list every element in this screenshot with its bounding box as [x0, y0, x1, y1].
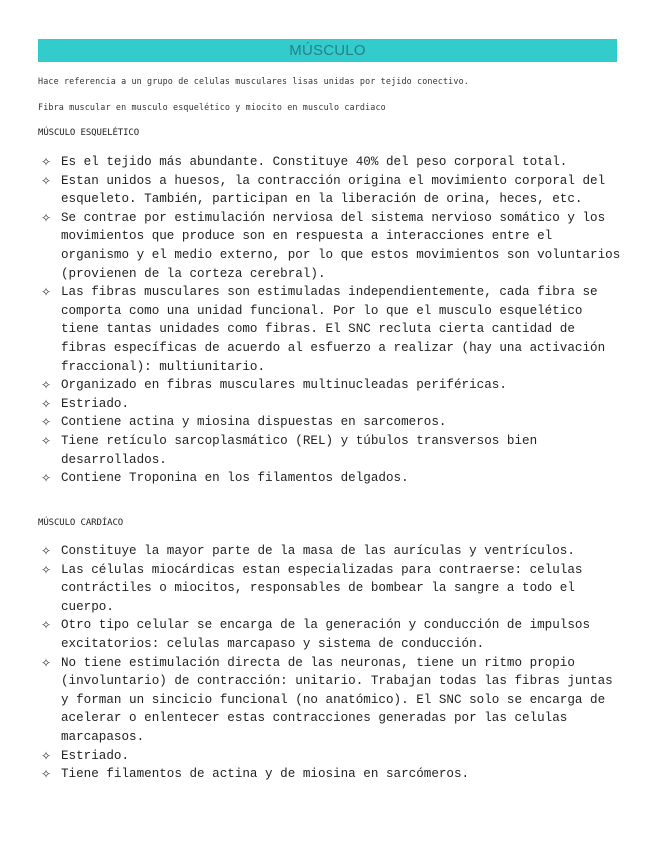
- diamond-star-bullet-icon: ✧: [41, 562, 52, 577]
- list-item-text: Estan unidos a huesos, la contracción origina el movimiento corporal del esqueleto. También, participan en la liberación de orina, heces, etc.: [61, 173, 606, 207]
- list-item: [38, 172, 623, 209]
- diamond-star-bullet-icon: ✧: [41, 378, 52, 393]
- list-item-text: Constituye la mayor parte de la masa de las aurículas y ventrículos.: [61, 544, 575, 558]
- list-item-text: Tiene filamentos de actina y de miosina en sarcómeros.: [61, 767, 470, 782]
- list-item: [38, 542, 623, 561]
- list-item: [38, 153, 623, 172]
- list-item: [38, 561, 623, 617]
- section-heading-cardiaco: MÚSCULO CARDÍACO: [38, 518, 124, 528]
- diamond-star-bullet-icon: ✧: [41, 471, 52, 486]
- list-item: [38, 469, 623, 488]
- list-item: [38, 283, 623, 376]
- list-item-text: Otro tipo celular se encarga de la generación y conducción de impulsos excitatorios: celulas marcapaso y sistema de conducción.: [61, 618, 591, 651]
- diamond-star-bullet-icon: ✧: [41, 655, 52, 670]
- diamond-star-bullet-icon: ✧: [41, 210, 52, 225]
- list-item: [38, 209, 623, 283]
- list-item-text: Tiene retículo sarcoplasmático (REL) y túbulos transversos bien desarrollados.: [61, 433, 538, 467]
- diamond-star-bullet-icon: ✧: [41, 544, 52, 558]
- diamond-star-bullet-icon: ✧: [41, 415, 52, 430]
- list-item: [38, 747, 623, 766]
- list-item-text: Contiene Troponina en los filamentos delgados.: [61, 471, 409, 486]
- list-item-text: Se contrae por estimulación nerviosa del sistema nervioso somático y los movimientos que produce son en respuesta a interacciones entre el organismo y el medio externo, por lo que estos movimientos son voluntarios (provienen de la corteza cerebral).: [61, 210, 621, 281]
- diamond-star-bullet-icon: ✧: [41, 285, 52, 300]
- list-item-text: Es el tejido más abundante. Constituye 40% del peso corporal total.: [61, 155, 568, 169]
- list-item: [38, 654, 623, 747]
- list-item: [38, 413, 623, 432]
- list-item-text: Las fibras musculares son estimuladas independientemente, cada fibra se comporta como una unidad funcional. Por lo que el musculo esquelético tiene tantas unidades como fibras. El SNC recluta cierta cantidad de fibras específicas de acuerdo al esfuerzo a realizar (hay una activación fraccional): multiunitario.: [61, 285, 606, 374]
- intro-line-2: Fibra muscular en musculo esquelético y miocito en musculo cardiaco: [38, 102, 386, 112]
- diamond-star-bullet-icon: ✧: [41, 433, 52, 448]
- list-item-text: Organizado en fibras musculares multinucleadas periféricas.: [61, 378, 507, 393]
- list-item: [38, 432, 623, 469]
- intro-line-1: Hace referencia a un grupo de celulas musculares lisas unidas por tejido conectivo.: [38, 76, 469, 86]
- list-item-text: Estriado.: [61, 748, 130, 763]
- list-item-text: Las células miocárdicas estan especializadas para contraerse: celulas contráctiles o miocitos, responsables de bombear la sangre a todo el cuerpo.: [61, 562, 583, 614]
- bullet-list-cardiaco: [38, 542, 623, 784]
- list-item: [38, 765, 623, 784]
- list-item-text: Estriado.: [61, 396, 130, 411]
- list-item-text: No tiene estimulación directa de las neuronas, tiene un ritmo propio (involuntario) de contracción: unitario. Trabajan todas las fibras juntas y forman un sincicio funcional (no anatómico). El SNC solo se encarga de acelerar o enlentecer estas contracciones generadas por las celulas marcapasos.: [61, 655, 613, 744]
- diamond-star-bullet-icon: ✧: [41, 618, 52, 633]
- diamond-star-bullet-icon: ✧: [41, 396, 52, 411]
- diamond-star-bullet-icon: ✧: [41, 173, 52, 188]
- list-item: [38, 376, 623, 395]
- diamond-star-bullet-icon: ✧: [41, 748, 52, 763]
- list-item: [38, 616, 623, 653]
- section-heading-esqueletico: MÚSCULO ESQUELÉTICO: [38, 128, 140, 138]
- diamond-star-bullet-icon: ✧: [41, 155, 52, 169]
- diamond-star-bullet-icon: ✧: [41, 767, 52, 782]
- bullet-list-esqueletico: [38, 153, 623, 488]
- page-title: MÚSCULO: [38, 39, 617, 62]
- list-item-text: Contiene actina y miosina dispuestas en sarcomeros.: [61, 415, 447, 430]
- list-item: [38, 395, 623, 414]
